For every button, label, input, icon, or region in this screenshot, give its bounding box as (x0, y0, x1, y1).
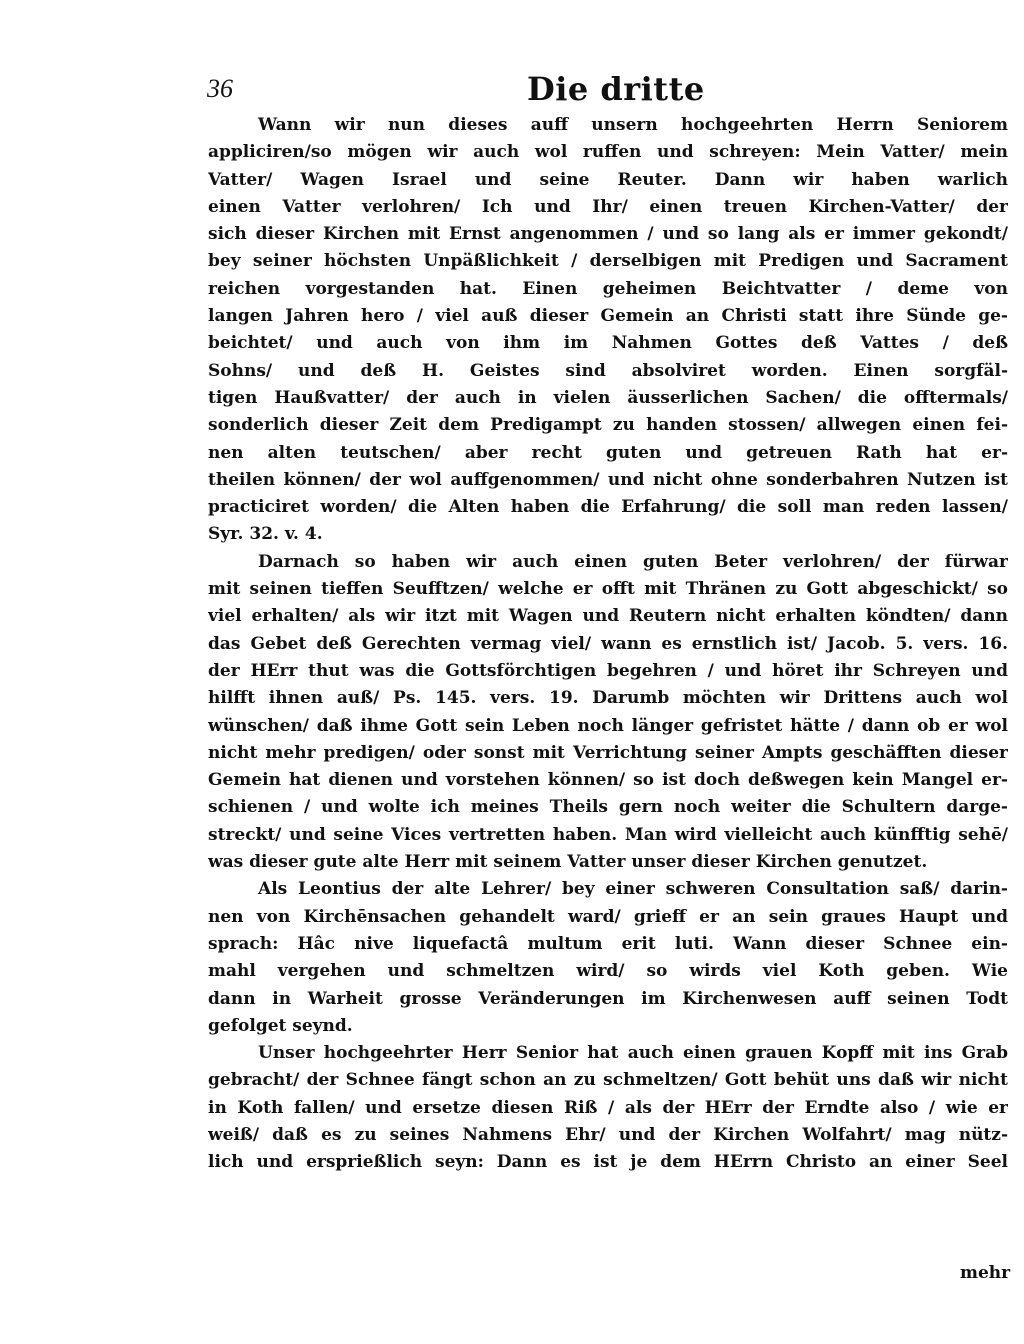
text-line: Als Leontius der alte Lehrer/ bey einer schweren Consultation saß/ darin- (258, 879, 1008, 900)
text-line: schienen / und wolte ich meines Theils gern noch weiter die Schultern darge- (208, 797, 1008, 818)
body-text (208, 112, 1008, 1177)
text-line: Sohns/ und deß H. Geistes sind absolviret worden. Einen sorgfäl- (208, 360, 1008, 381)
text-line: tigen Haußvatter/ der auch in vielen äusserlichen Sachen/ die offtermals/ (208, 387, 1008, 408)
text-line: mit seinen tieffen Seufftzen/ welche er offt mit Thränen zu Gott abgeschickt/ so (208, 579, 1008, 600)
text-line: gefolget seynd. (208, 1015, 353, 1036)
text-line: was dieser gute alte Herr mit seinem Vatter unser dieser Kirchen genutzet. (208, 852, 928, 873)
text-line: sich dieser Kirchen mit Ernst angenommen / und so lang als er immer gekondt/ (208, 224, 1008, 245)
running-head: Die dritte (527, 70, 705, 108)
text-line: das Gebet deß Gerechten vermag viel/ wann es ernstlich ist/ Jacob. 5. vers. 16. (208, 633, 1008, 654)
text-line: Unser hochgeehrter Herr Senior hat auch einen grauen Kopff mit ins Grab (258, 1043, 1008, 1064)
catchword: mehr (960, 1263, 1011, 1283)
text-line: lich und ersprießlich seyn: Dann es ist je dem HErrn Christo an einer Seel (208, 1152, 1008, 1173)
text-line: der HErr thut was die Gottsförchtigen begehren / und höret ihr Schreyen und (208, 660, 1008, 681)
page-number: 36 (207, 74, 233, 103)
text-line: einen Vatter verlohren/ Ich und Ihr/ einen treuen Kirchen-Vatter/ der (208, 196, 1008, 217)
text-line: Gemein hat dienen und vorstehen können/ so ist doch deßwegen kein Mangel er- (208, 770, 1008, 791)
text-line: bey seiner höchsten Unpäßlichkeit / derselbigen mit Predigen und Sacrament (208, 251, 1008, 272)
text-line: weiß/ daß es zu seines Nahmens Ehr/ und der Kirchen Wolfahrt/ mag nütz- (208, 1124, 1008, 1145)
text-line: dann in Warheit grosse Veränderungen im Kirchenwesen auff seinen Todt (208, 988, 1008, 1009)
text-line: practiciret worden/ die Alten haben die Erfahrung/ die soll man reden lassen/ (208, 497, 1008, 518)
text-line: sprach: Hâc nive liquefactâ multum erit luti. Wann dieser Schnee ein- (208, 933, 1008, 954)
text-line: Wann wir nun dieses auff unsern hochgeehrten Herrn Seniorem (258, 115, 1008, 135)
text-line: nen von Kirchēnsachen gehandelt ward/ grieff er an sein graues Haupt und (208, 906, 1008, 927)
text-line: wünschen/ daß ihme Gott sein Leben noch länger gefristet hätte / dann ob er wol (208, 715, 1008, 736)
text-line: mahl vergehen und schmeltzen wird/ so wirds viel Koth geben. Wie (208, 961, 1008, 982)
text-line: gebracht/ der Schnee fängt schon an zu schmeltzen/ Gott behüt uns daß wir nicht (208, 1070, 1008, 1091)
text-line: in Koth fallen/ und ersetze diesen Riß / als der HErr der Erndte also / wie er (208, 1097, 1008, 1118)
text-line: theilen können/ der wol auffgenommen/ und nicht ohne sonderbahren Nutzen ist (208, 469, 1008, 490)
text-line: nen alten teutschen/ aber recht guten und getreuen Rath hat er- (208, 442, 1008, 463)
text-line: nicht mehr predigen/ oder sonst mit Verrichtung seiner Ampts geschäfften dieser (208, 742, 1008, 763)
text-line: hilfft ihnen auß/ Ps. 145. vers. 19. Darumb möchten wir Drittens auch wol (208, 688, 1008, 709)
text-line: reichen vorgestanden hat. Einen geheimen Beichtvatter / deme von (208, 278, 1008, 299)
text-line: langen Jahren hero / viel auß dieser Gemein an Christi statt ihre Sünde ge- (208, 306, 1008, 327)
text-line: sonderlich dieser Zeit dem Predigampt zu handen stossen/ allwegen einen fei- (208, 415, 1008, 436)
text-line: beichtet/ und auch von ihm im Nahmen Gottes deß Vattes / deß (208, 333, 1008, 354)
text-line: streckt/ und seine Vices vertretten haben. Man wird vielleicht auch künfftig sehē/ (208, 824, 1008, 845)
text-line: appliciren/so mögen wir auch wol ruffen und schreyen: Mein Vatter/ mein (208, 142, 1008, 163)
text-line: Vatter/ Wagen Israel und seine Reuter. Dann wir haben warlich (208, 169, 1008, 190)
text-line: viel erhalten/ als wir itzt mit Wagen und Reutern nicht erhalten köndten/ dann (208, 606, 1008, 627)
text-line: Syr. 32. v. 4. (208, 524, 323, 545)
text-line: Darnach so haben wir auch einen guten Beter verlohren/ der fürwar (258, 551, 1008, 572)
